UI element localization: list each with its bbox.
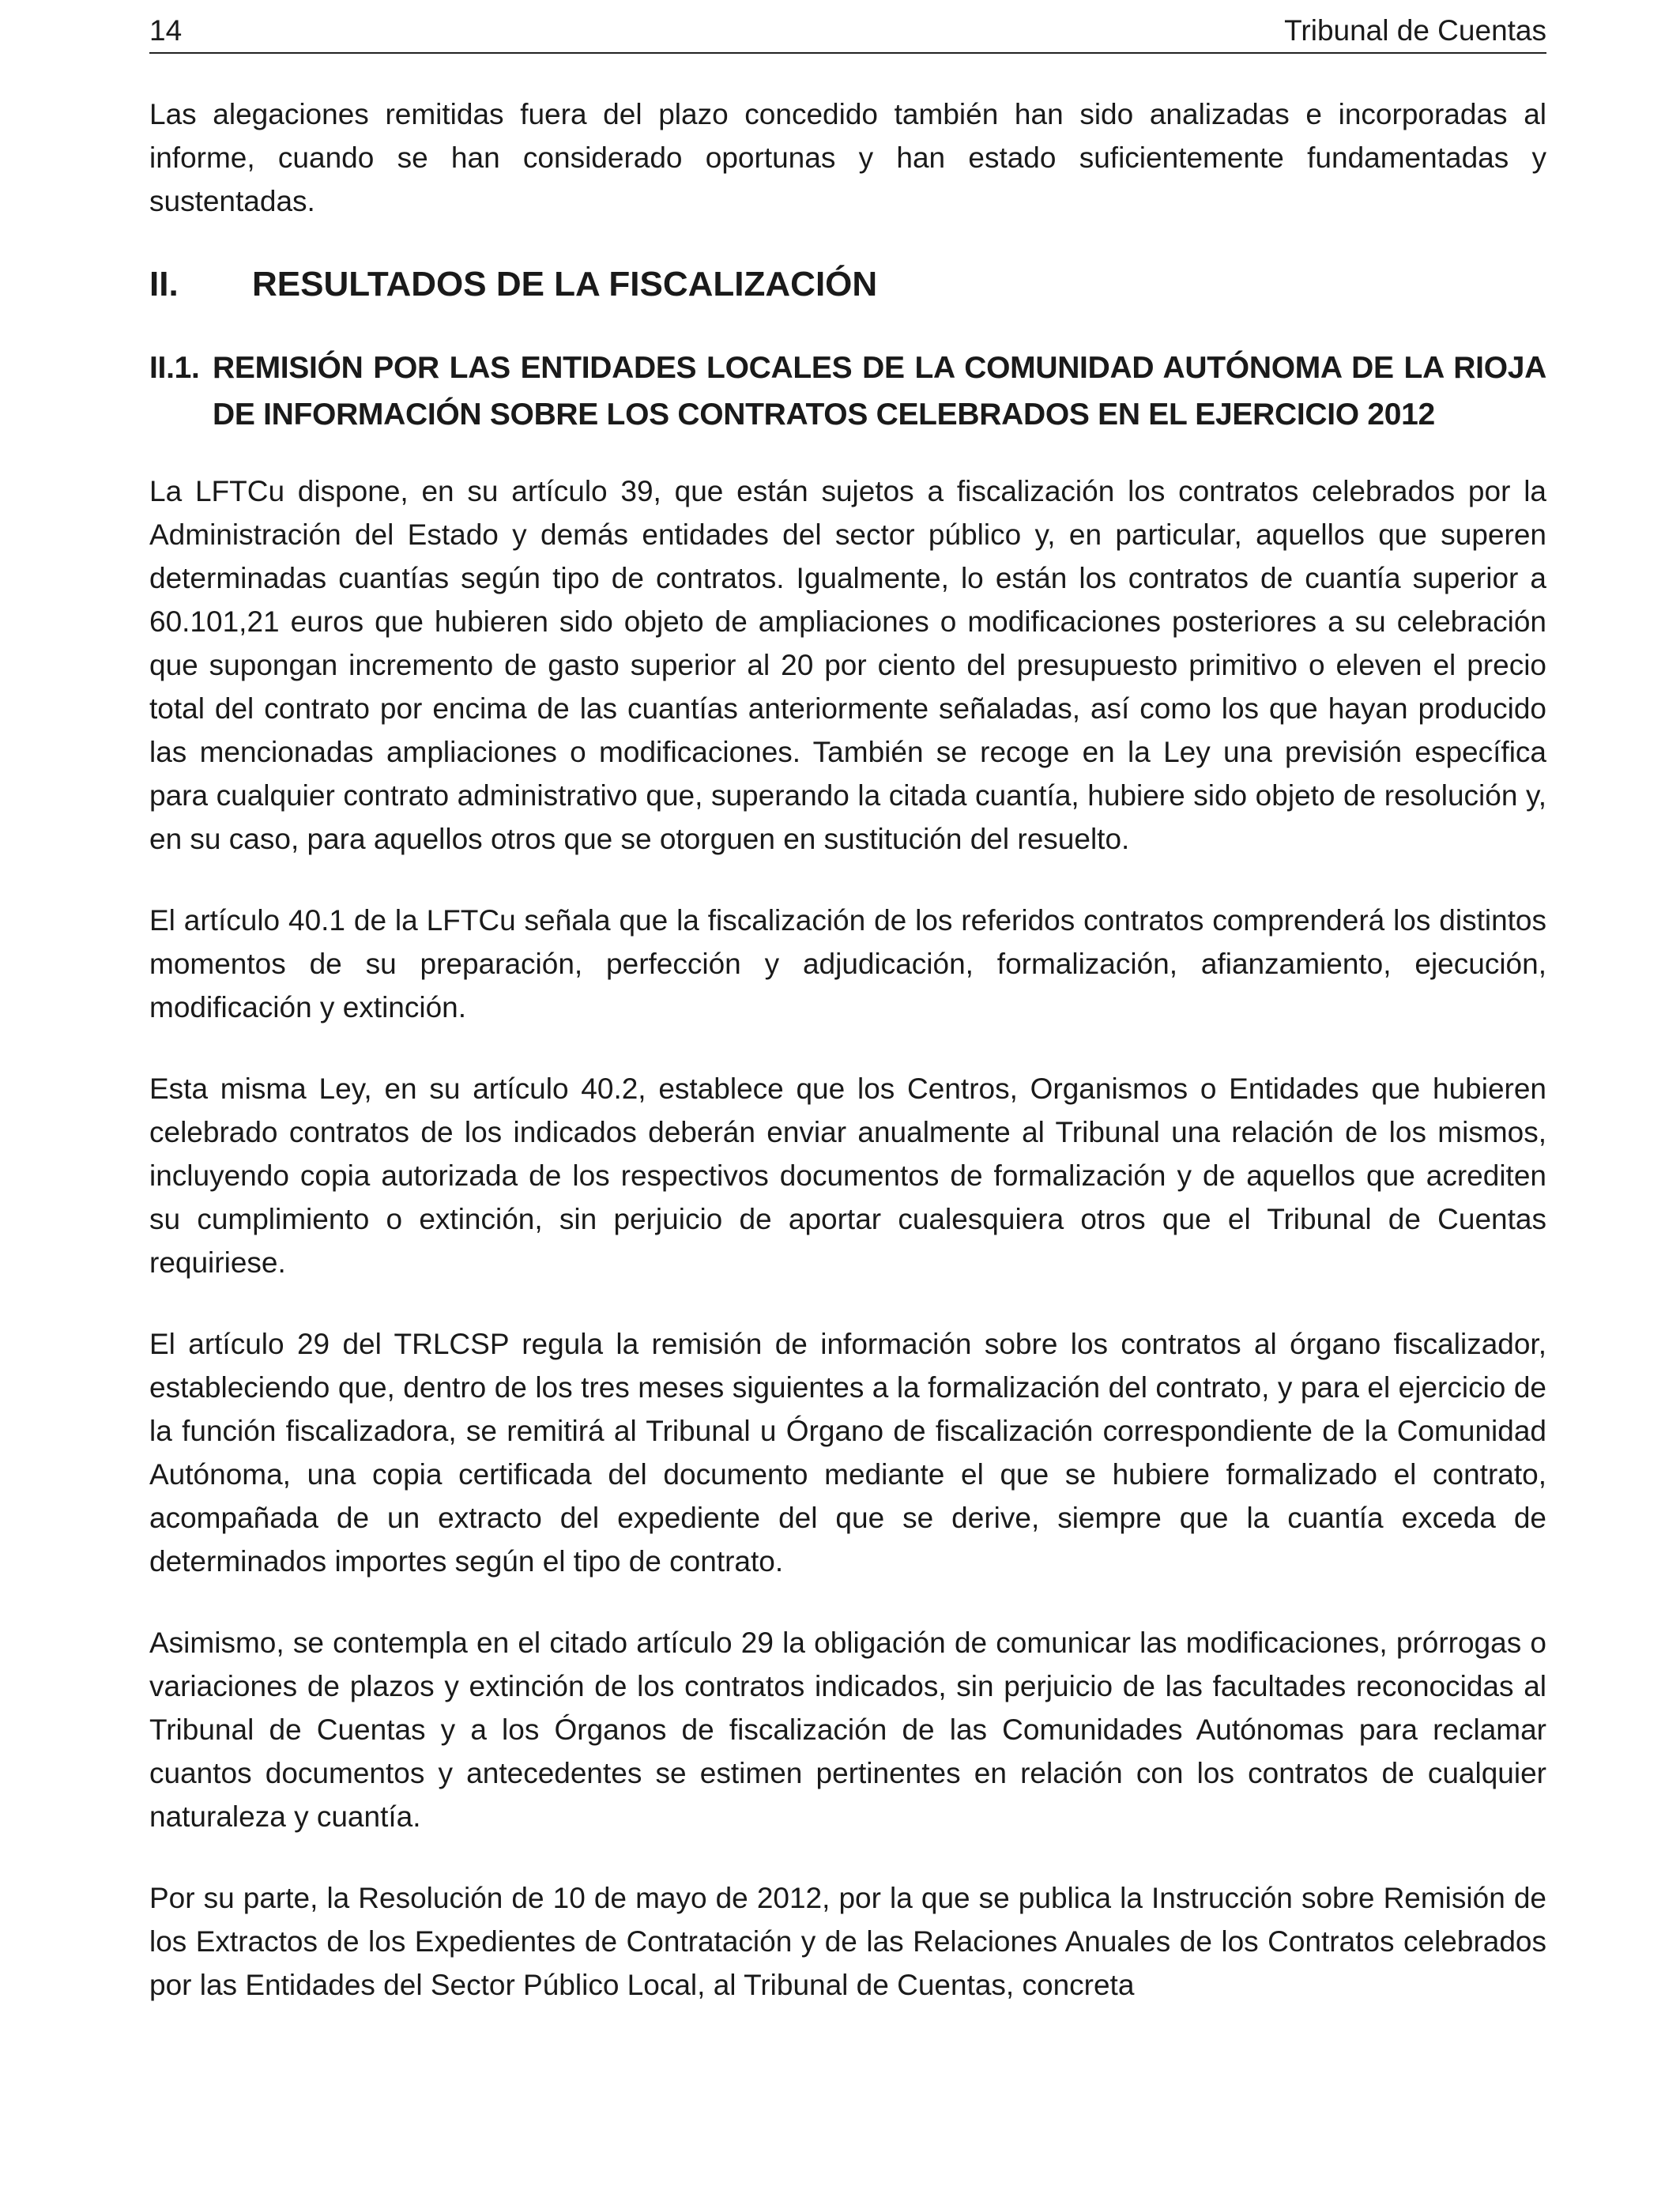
section-heading bbox=[149, 261, 1546, 308]
paragraph-alegaciones: Las alegaciones remitidas fuera del plazo concedido también han sido analizadas e incorporadas al informe, cuando se han considerado oportunas y han estado suficientemente fundamentadas y sustentadas. bbox=[149, 98, 1546, 217]
subsection-heading bbox=[149, 345, 1546, 438]
page-number: 14 bbox=[149, 14, 183, 47]
section-number: II. bbox=[149, 265, 179, 303]
paragraph-articulo-40-2: Esta misma Ley, en su artículo 40.2, establece que los Centros, Organismos o Entidades que hubieren celebrado contratos de los indicados deberán enviar anualmente al Tribunal una relación de los mismos, incluyendo copia autorizada de los respectivos documentos de formalización y de aquellos que acrediten su cumplimiento o extinción, sin perjuicio de aportar cualesquiera otros que el Tribunal de Cuentas requiriese. bbox=[149, 1072, 1546, 1279]
paragraph-articulo-40-1: El artículo 40.1 de la LFTCu señala que la fiscalización de los referidos contratos comprenderá los distintos momentos de su preparación, perfección y adjudicación, formalización, afianzamiento, ejecución, modificación y extinción. bbox=[149, 904, 1546, 1023]
running-title: Tribunal de Cuentas bbox=[1284, 14, 1546, 47]
paragraph-articulo-29-trlcsp: El artículo 29 del TRLCSP regula la remisión de información sobre los contratos al órgano fiscalizador, estableciendo que, dentro de los tres meses siguientes a la formalización del contrato, y para el ejercicio de la función fiscalizadora, se remitirá al Tribunal u Órgano de fiscalización correspondiente de la Comunidad Autónoma, una copia certificada del documento mediante el que se hubiere formalizado el contrato, acompañada de un extracto del expediente del que se derive, siempre que la cuantía exceda de determinados importes según el tipo de contrato. bbox=[149, 1328, 1546, 1578]
paragraph-modificaciones: Asimismo, se contempla en el citado artículo 29 la obligación de comunicar las modificaciones, prórrogas o variaciones de plazos y extinción de los contratos indicados, sin perjuicio de las facultades reconocidas al Tribunal de Cuentas y a los Órganos de fiscalización de las Comunidades Autónomas para reclamar cuantos documentos y antecedentes se estimen pertinentes en relación con los contratos de cualquier naturaleza y cuantía. bbox=[149, 1627, 1546, 1833]
document-body bbox=[149, 54, 1546, 2007]
paragraph-articulo-39: La LFTCu dispone, en su artículo 39, que están sujetos a fiscalización los contratos celebrados por la Administración del Estado y demás entidades del sector público y, en particular, aquellos que superen determinadas cuantías según tipo de contratos. Igualmente, lo están los contratos de cuantía superior a 60.101,21 euros que hubieren sido objeto de ampliaciones o modificaciones posteriores a su celebración que supongan incremento de gasto superior al 20 por ciento del presupuesto primitivo o eleven el precio total del contrato por encima de las cuantías anteriormente señaladas, así como los que hayan producido las mencionadas ampliaciones o modificaciones. También se recoge en la Ley una previsión específica para cualquier contrato administrativo que, superando la citada cuantía, hubiere sido objeto de resolución y, en su caso, para aquellos otros que se otorguen en sustitución del resuelto. bbox=[149, 475, 1546, 855]
paragraph-resolucion-2012: Por su parte, la Resolución de 10 de mayo de 2012, por la que se publica la Instrucción sobre Remisión de los Extractos de los Expedientes de Contratación y de las Relaciones Anuales de los Contratos celebrados por las Entidades del Sector Público Local, al Tribunal de Cuentas, concreta bbox=[149, 1882, 1546, 2001]
running-header bbox=[149, 0, 1546, 54]
subsection-number: II.1. bbox=[149, 351, 200, 385]
subsection-title: REMISIÓN POR LAS ENTIDADES LOCALES DE LA COMUNIDAD AUTÓNOMA DE LA RIOJA DE INFORMACIÓN SOBRE LOS CONTRATOS CELEBRADOS EN EL EJERCICIO 2012 bbox=[213, 351, 1546, 432]
section-title: RESULTADOS DE LA FISCALIZACIÓN bbox=[252, 265, 878, 303]
document-page bbox=[149, 0, 1546, 2007]
